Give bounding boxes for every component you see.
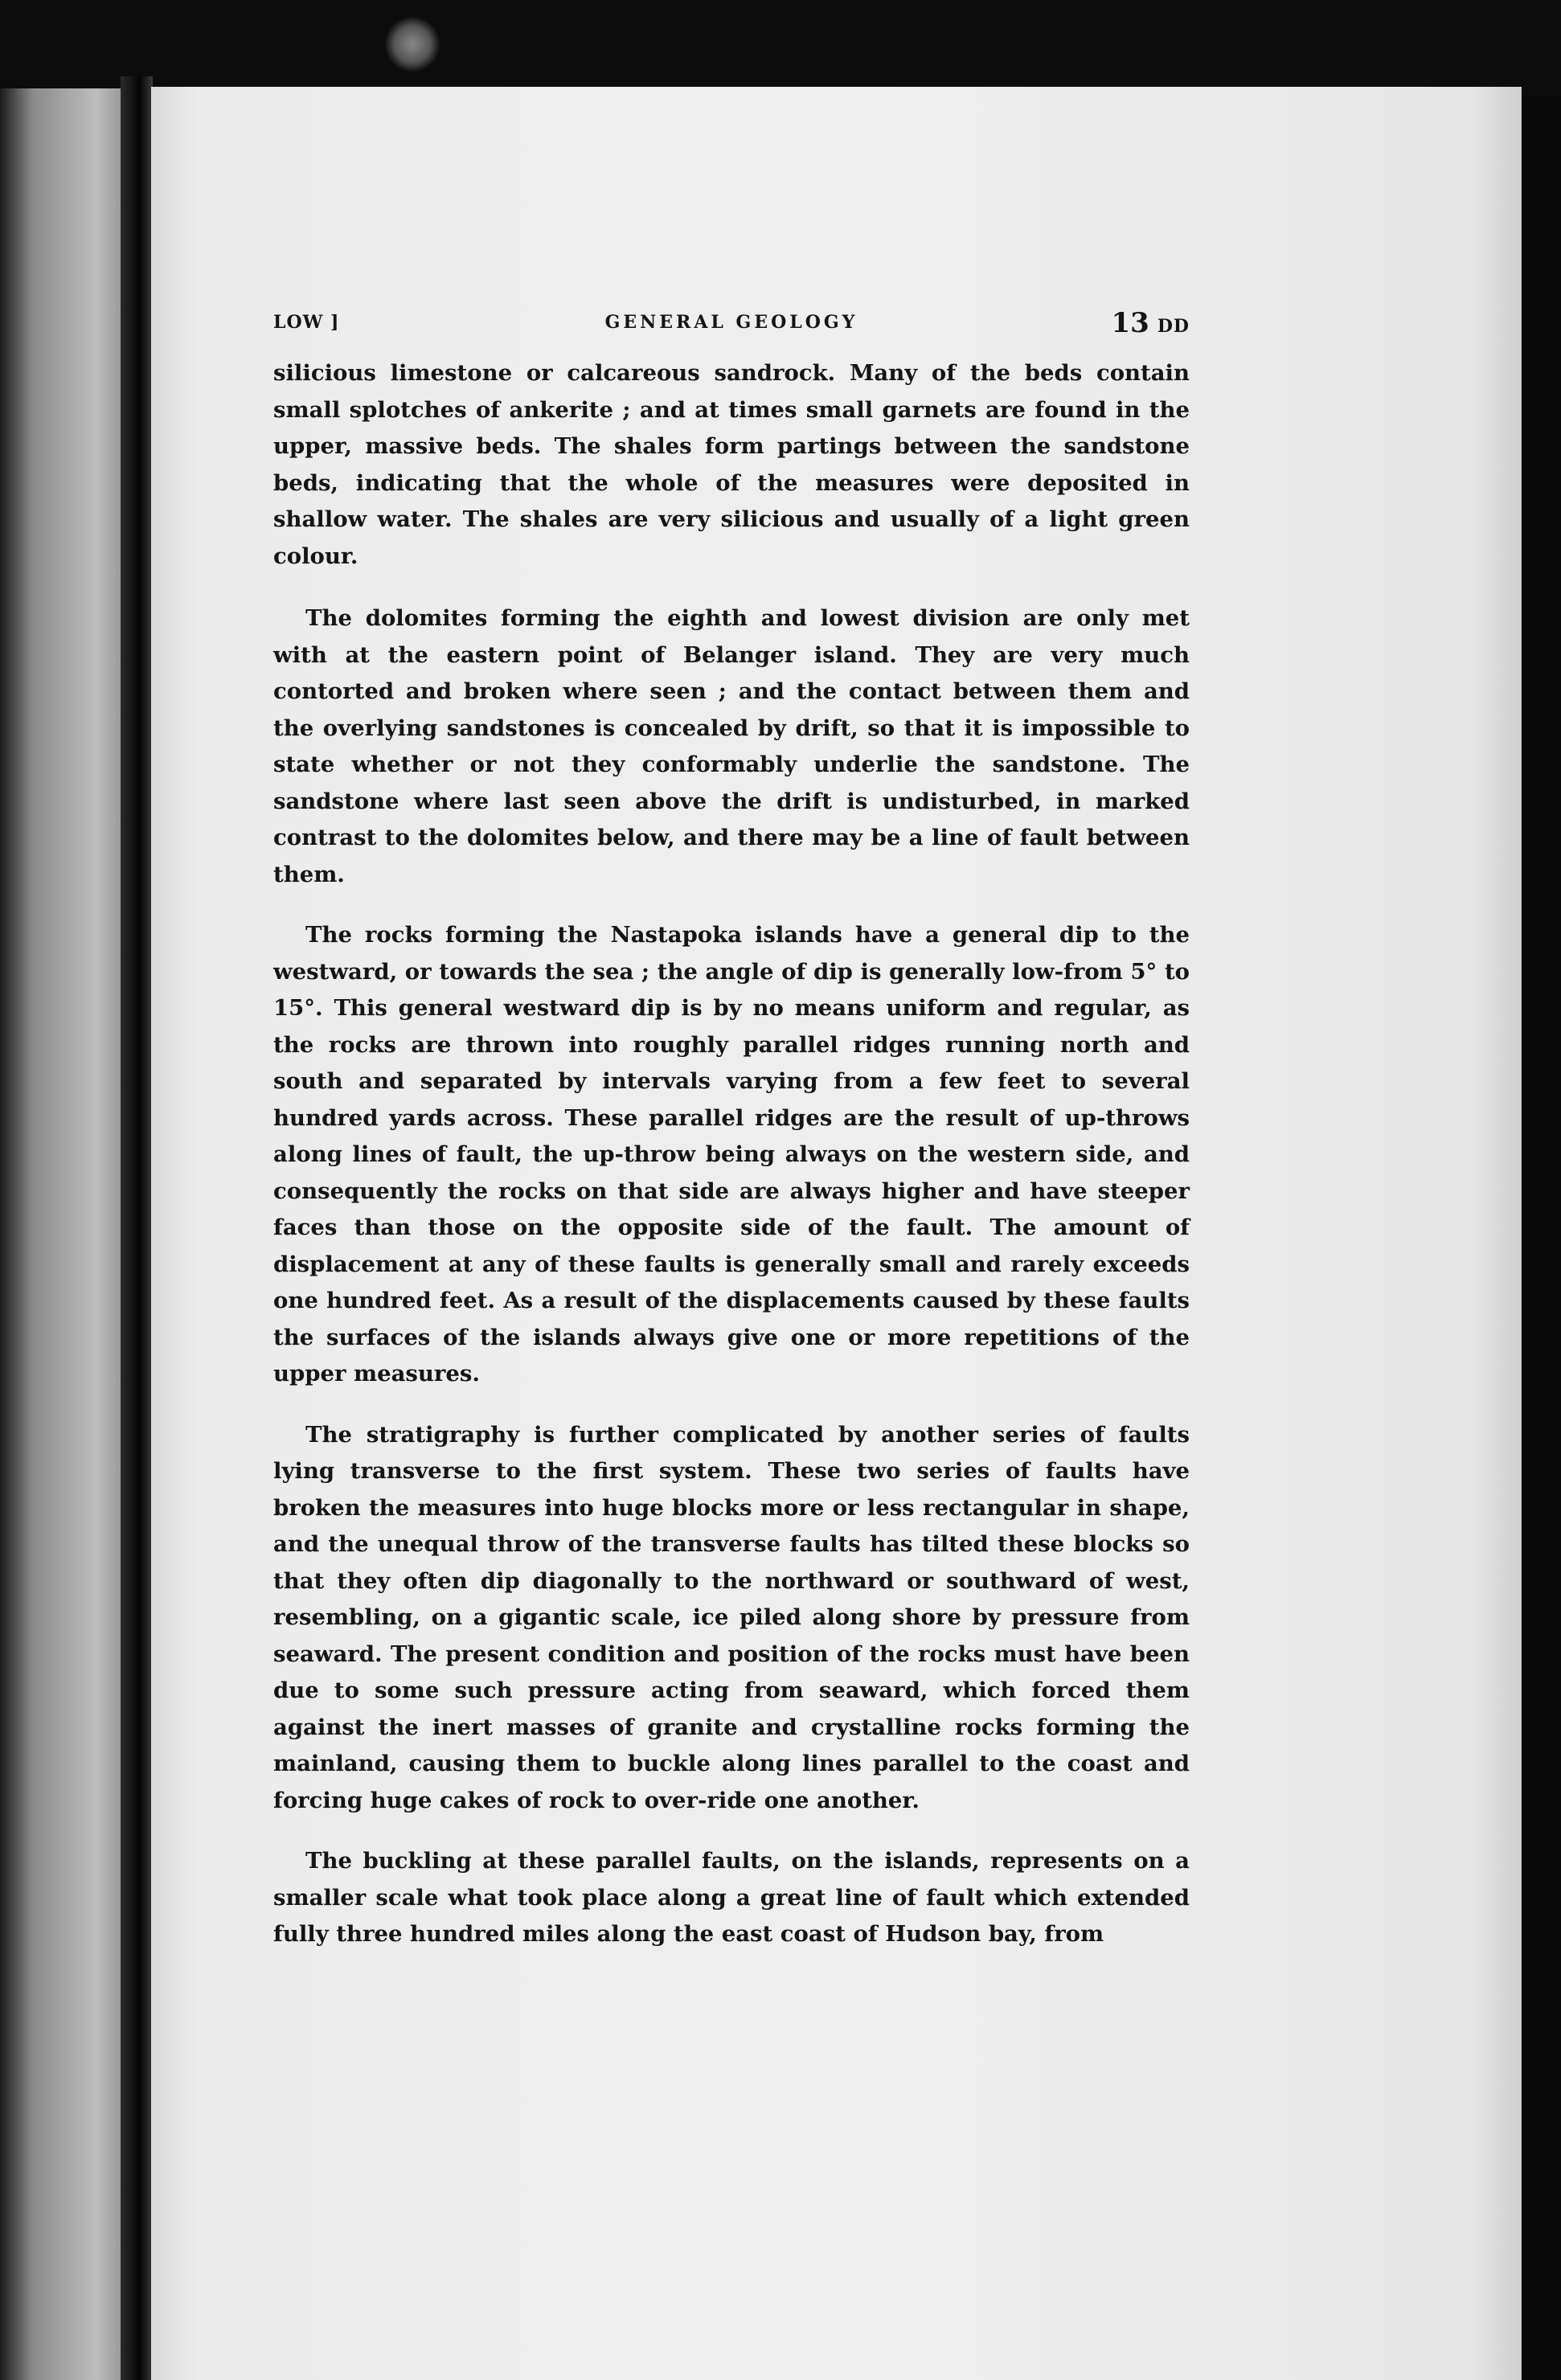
right-background xyxy=(1522,96,1561,2380)
paragraph-3: The rocks forming the Nastapoka islands have a general dip to the westward, or towards the sea ; the angle of dip is generally low-from 5° to 15°. This general westward dip is by no means uniform and regular, as the rocks are thrown into roughly parallel ridges running north and south and separated by intervals varying from a few feet to several hundred yards across. These parallel ridges are the result of up-throws along lines of fault, the up-throw being always on the western side, and consequently the rocks on that side are always higher and have steeper faces than those on the opposite side of the fault. The amount of displacement at any of these faults is generally small and rarely exceeds one hundred feet. As a result of the displacements caused by these faults the surfaces of the islands always give one or more repetitions of the upper measures. xyxy=(273,922,1190,1387)
page-number: 13 xyxy=(1111,307,1149,339)
paragraph-4: The stratigraphy is further complicated by another series of faults lying transverse to the first system. These two series of faults have broken the measures into huge blocks more or less rectangular in shape, and the unequal throw of the transverse faults has tilted these blocks so that they often dip diagonally to the northward or southward of west, resembling, on a gigantic scale, ice piled along shore by pressure from seaward. The present condition and position of the rocks must have been due to some such pressure acting from seaward, which forced them against the inert masses of granite and crystalline rocks forming the mainland, causing them to buckle along lines parallel to the coast and forcing huge cakes of rock to over-ride one another. xyxy=(273,1421,1190,1813)
book-spine xyxy=(121,76,153,2380)
left-page-edge xyxy=(0,88,121,2380)
scan-artifact xyxy=(384,16,440,72)
running-head-title: GENERAL GEOLOGY xyxy=(604,312,858,333)
paragraph-1: silicious limestone or calcareous sandrock. Many of the beds contain small splotches of ankerite ; and at times small garnets are found in the upper, massive beds. The shales form partings between the sandstone beds, indicating that the whole of the measures were deposited in shallow water. The shales are very silicious and usually of a light green colour. xyxy=(273,360,1190,569)
page-number-suffix: DD xyxy=(1157,316,1190,337)
page-text-column xyxy=(273,307,1190,1977)
paragraph-2: The dolomites forming the eighth and lowest division are only met with at the eastern point of Belanger island. They are very much contorted and broken where seen ; and the contact between them and the overlying sandstones is concealed by drift, so that it is impossible to state whether or not they conformably underlie the sandstone. The sandstone where last seen above the drift is undisturbed, in marked contrast to the dolomites below, and there may be a line of fault between them. xyxy=(273,605,1190,887)
page-number-block xyxy=(1112,307,1190,339)
running-head-left: LOW ] xyxy=(273,312,340,333)
running-head xyxy=(273,307,1190,355)
paragraph-5: The buckling at these parallel faults, on the islands, represents on a smaller scale what took place along a great line of fault which extended fully three hundred miles along the east coast of Hudson bay, from xyxy=(273,1848,1190,1947)
